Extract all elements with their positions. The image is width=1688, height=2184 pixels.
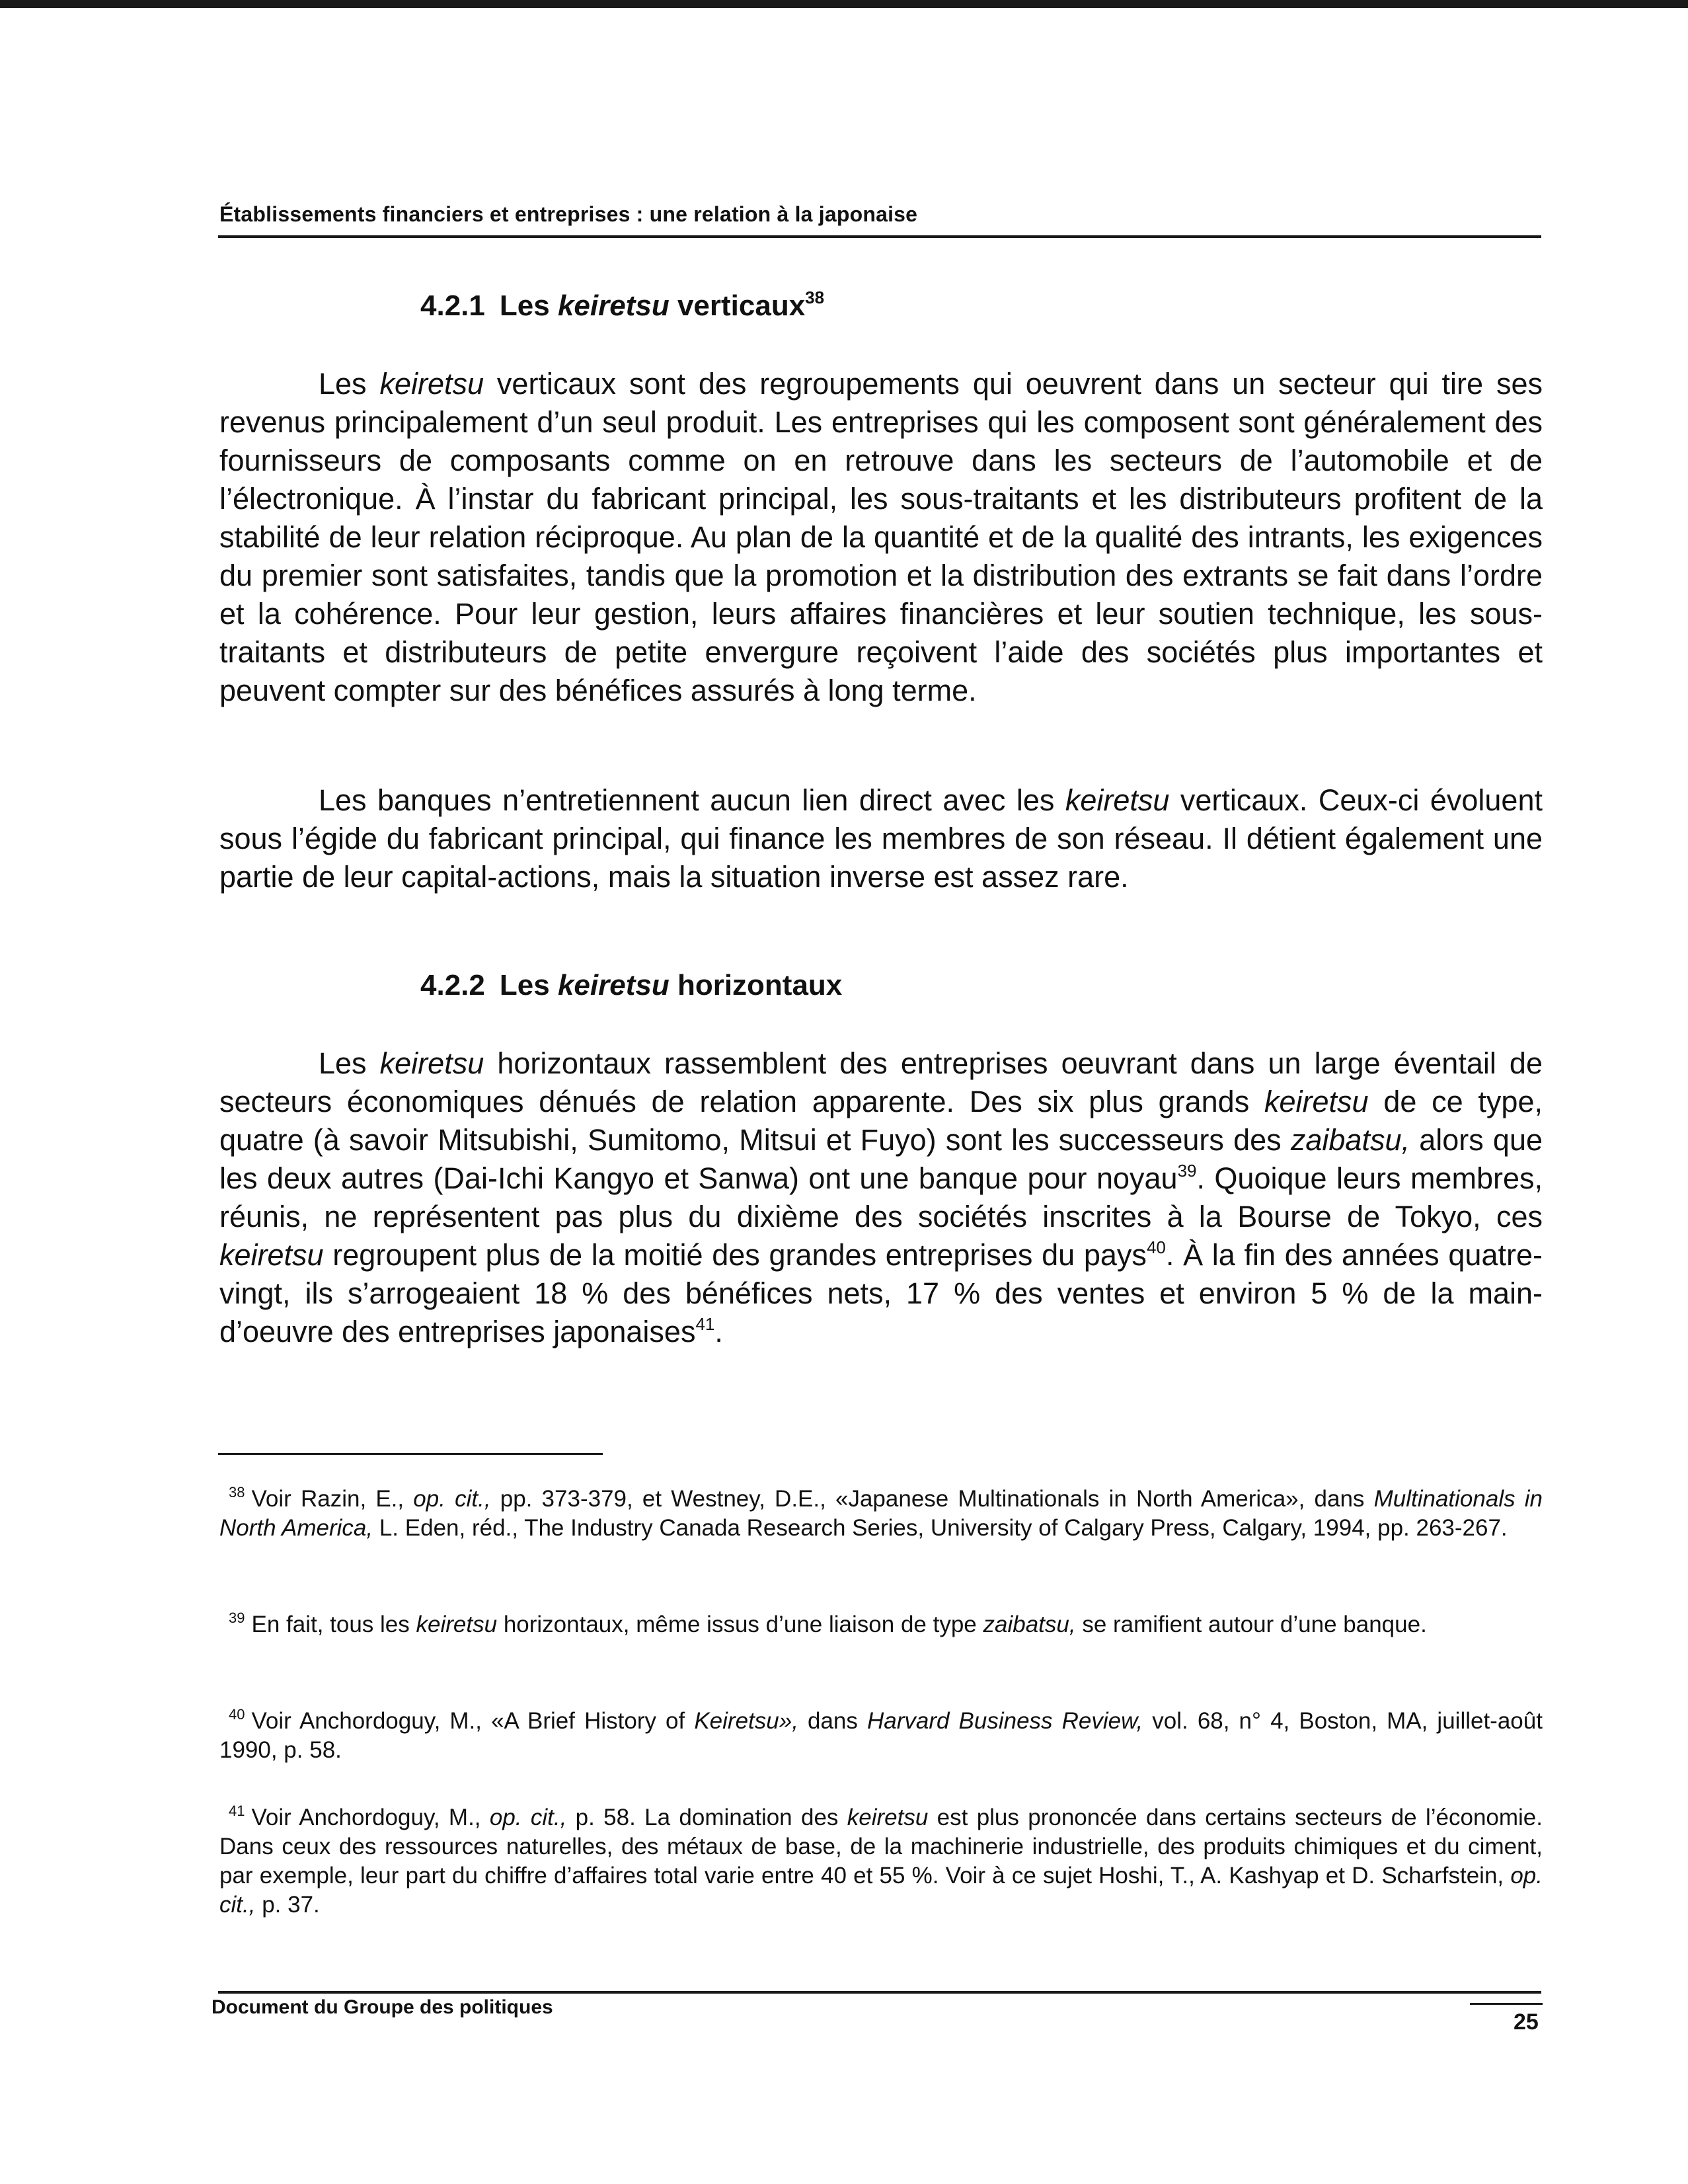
footer-page-rule	[1470, 2003, 1543, 2005]
footnote-39	[219, 1610, 1543, 1639]
section-heading-4-2-2	[420, 969, 842, 1002]
paragraph-text: Les	[319, 1046, 367, 1080]
paragraph-text: . À la fin des années quatre-vingt, ils s’arrogeaient 18 % des bénéfices nets, 17 % des ventes et environ 5 % de la main-d’oeuvre des entreprises japonaises	[219, 1238, 1543, 1348]
heading-text: Les	[499, 290, 550, 322]
footnote-text: p. 58. La domination des	[575, 1805, 839, 1830]
paragraph-text: horizontaux rassemblent des entreprises oeuvrant dans un large éventail de secteurs économiques dénués de relation apparente. Des six plus grands	[219, 1046, 1543, 1118]
heading-text: horizontaux	[677, 969, 843, 1001]
footnote-text: p. 37.	[262, 1892, 320, 1918]
header-rule	[218, 235, 1541, 238]
paragraph-text: alors que les deux autres (Dai-Ichi Kangyo et Sanwa) ont une banque pour noyau	[219, 1123, 1543, 1195]
footnote-number: 40	[229, 1706, 245, 1723]
section-heading-4-2-1	[420, 290, 824, 323]
footnote-text: pp. 373-379, et Westney, D.E., «Japanese Multinationals in North America», dans	[500, 1486, 1365, 1512]
paragraph-text: verticaux. Ceux-ci évoluent sous l’égide du fabricant principal, qui finance les membres de son réseau. Il détient également une partie de leur capital-actions, mais la situation inverse est assez rare.	[219, 783, 1543, 894]
paragraph-text: . Quoique leurs membres, réunis, ne représentent pas plus du dixième des sociétés inscrites à la Bourse de Tokyo, ces	[219, 1161, 1543, 1233]
footnote-text: se ramifient autour d’une banque.	[1082, 1612, 1427, 1637]
heading-term: keiretsu	[557, 969, 670, 1001]
footnote-term: op. cit.,	[413, 1486, 491, 1512]
footnote-term: keiretsu	[847, 1805, 929, 1830]
footnote-text: Voir Anchordoguy, M.,	[251, 1805, 481, 1830]
paragraph-text: Les banques n’entretiennent aucun lien direct avec les	[319, 783, 1055, 817]
footnote-text: horizontaux, même issus d’une liaison de type	[503, 1612, 977, 1637]
heading-text: verticaux	[677, 290, 806, 322]
heading-term: keiretsu	[557, 290, 670, 322]
footnote-term: Multinationals in North America,	[219, 1486, 1543, 1541]
footnote-text: L. Eden, réd., The Industry Canada Research Series, University of Calgary Press, Calgary, 1994, pp. 263-267.	[379, 1515, 1508, 1541]
term: zaibatsu,	[1290, 1123, 1410, 1157]
term: keiretsu	[219, 1238, 324, 1272]
term: keiretsu	[379, 1046, 484, 1080]
footnote-term: zaibatsu,	[983, 1612, 1076, 1637]
footnote-41	[219, 1803, 1543, 1920]
footnote-38	[219, 1485, 1543, 1543]
footnote-number: 39	[229, 1610, 245, 1626]
footer-source: Document du Groupe des politiques	[211, 1996, 553, 2018]
footnote-text: vol. 68, n° 4, Boston, MA, juillet-août 1990, p. 58.	[219, 1708, 1543, 1763]
footnote-number: 38	[229, 1484, 245, 1501]
paragraph-verticaux-2	[219, 781, 1543, 896]
paragraph-verticaux-1	[219, 365, 1543, 710]
footnote-text: est plus prononcée dans certains secteurs de l’économie. Dans ceux des ressources naturelles, des métaux de base, de la machinerie industrielle, des produits chimiques et du ciment, par exemple, leur part du chiffre d’affaires total varie entre 40 et 55 %. Voir à ce sujet Hoshi, T., A. Kashyap et D. Scharfstein,	[219, 1805, 1543, 1889]
paragraph-text: verticaux sont des regroupements qui oeuvrent dans un secteur qui tire ses revenus principalement d’un seul produit. Les entreprises qui les composent sont généralement des fournisseurs de composants comme on en retrouve dans les secteurs de l’automobile et de l’électronique. À l’instar du fabricant principal, les sous-traitants et les distributeurs profitent de la stabilité de leur relation réciproque. Au plan de la quantité et de la qualité des intrants, les exigences du premier sont satisfaites, tandis que la promotion et la distribution des extrants se fait dans l’ordre et la cohérence. Pour leur gestion, leurs affaires financières et leur soutien technique, les sous-traitants et distributeurs de petite envergure reçoivent l’aide des sociétés plus importantes et peuvent compter sur des bénéfices assurés à long terme.	[219, 367, 1543, 707]
footnote-ref: 41	[695, 1314, 715, 1334]
footnote-ref: 38	[805, 288, 825, 307]
term: keiretsu	[379, 367, 484, 401]
section-number: 4.2.1	[420, 290, 485, 322]
section-number: 4.2.2	[420, 969, 485, 1001]
paragraph-text: Les	[319, 367, 367, 401]
footnote-term: Keiretsu»,	[694, 1708, 798, 1734]
footnote-separator	[218, 1453, 603, 1455]
footnote-text: dans	[808, 1708, 858, 1734]
footnote-text: Voir Anchordoguy, M., «A Brief History of	[251, 1708, 685, 1734]
footnote-ref: 39	[1177, 1161, 1197, 1181]
footnote-ref: 40	[1146, 1237, 1166, 1257]
footnote-term: op. cit.,	[489, 1805, 567, 1830]
paragraph-text: de ce type, quatre (à savoir Mitsubishi, Sumitomo, Mitsui et Fuyo) sont les successeurs des	[219, 1085, 1543, 1157]
footnote-term: keiretsu	[416, 1612, 498, 1637]
footnote-term: Harvard Business Review,	[866, 1708, 1143, 1734]
footnote-number: 41	[229, 1803, 245, 1819]
page-number: 25	[1514, 2009, 1539, 2035]
footnote-40	[219, 1707, 1543, 1765]
paragraph-text: regroupent plus de la moitié des grandes entreprises du pays	[332, 1238, 1147, 1272]
running-header: Établissements financiers et entreprises : une relation à la japonaise	[219, 202, 918, 226]
footnote-text: En fait, tous les	[251, 1612, 410, 1637]
term: keiretsu	[1065, 783, 1170, 817]
term: keiretsu	[1264, 1085, 1369, 1118]
footer-rule	[218, 1991, 1541, 1994]
top-border	[0, 0, 1688, 8]
paragraph-horizontaux	[219, 1044, 1543, 1351]
paragraph-text: .	[714, 1315, 723, 1348]
footnote-text: Voir Razin, E.,	[251, 1486, 404, 1512]
footnote-term: op. cit.,	[219, 1863, 1543, 1918]
heading-text: Les	[499, 969, 550, 1001]
